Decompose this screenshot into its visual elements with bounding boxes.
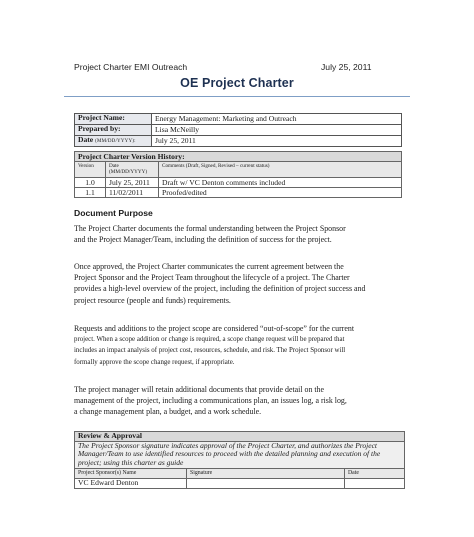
column-header: Date xyxy=(345,469,405,479)
paragraph-3 xyxy=(74,323,414,368)
date-cell: 11/02/2011 xyxy=(106,188,159,198)
info-label: Project Name: xyxy=(75,114,152,125)
review-title: Review & Approval xyxy=(75,432,405,442)
column-header: Date (MM/DD/YYYY) xyxy=(106,162,159,178)
version-cell: 1.1 xyxy=(75,188,106,198)
text-line: The project manager will retain additional documents that provide detail on the xyxy=(74,385,325,394)
date-cell: July 25, 2011 xyxy=(106,178,159,188)
info-label: Date (MM/DD/YYYY): xyxy=(75,136,152,147)
signature-field[interactable] xyxy=(187,478,345,488)
text-line: Requests and additions to the project scope are considered “out-of-scope” for the current xyxy=(74,324,355,333)
text-line: management of the project, including a communications plan, an issues log, a risk log, xyxy=(74,396,347,406)
date-field[interactable] xyxy=(345,478,405,488)
text-line: provides a high-level overview of the project, including the definition of project success and xyxy=(74,284,366,294)
comments-cell: Draft w/ VC Denton comments included xyxy=(159,178,402,188)
text-line: The Project Charter documents the formal understanding between the Project Sponsor xyxy=(74,224,346,233)
paragraph-1 xyxy=(74,223,414,245)
column-header: Comments (Draft, Signed, Revised – current status) xyxy=(159,162,402,178)
review-intro: The Project Sponsor signature indicates approval of the Project Charter, and authorizes the Project Manager/Team to use identified resources to proceed with the detailed planning and execution of the project; using this charter as guide xyxy=(75,442,405,469)
text-line: Project Sponsor and the Project Team throughout the lifecycle of a project. The Charter xyxy=(74,273,350,283)
version-cell: 1.0 xyxy=(75,178,106,188)
review-header xyxy=(75,469,405,479)
text-line: and the Project Manager/Team, including the definition of success for the project. xyxy=(74,235,332,245)
column-header: Version xyxy=(75,162,106,178)
info-value: Lisa McNeilly xyxy=(152,125,402,136)
version-history-table xyxy=(74,151,402,198)
version-history-title: Project Charter Version History: xyxy=(75,152,402,162)
review-approval-table xyxy=(74,431,405,489)
text-line: formally approve the scope change request, if appropriate. xyxy=(74,358,235,366)
info-value: Energy Management: Marketing and Outreach xyxy=(152,114,402,125)
table-row xyxy=(75,188,402,198)
paragraph-2 xyxy=(74,261,414,306)
text-line: includes an impact analysis of project cost, resources, schedule, and risk. The Project Sponsor will xyxy=(74,347,346,355)
header-date: July 25, 2011 xyxy=(321,62,372,72)
info-label: Prepared by: xyxy=(75,125,152,136)
info-value: July 25, 2011 xyxy=(152,136,402,147)
header-left: Project Charter EMI Outreach xyxy=(74,62,188,72)
column-header: Project Sponsor(s) Name xyxy=(75,469,187,479)
table-row xyxy=(75,178,402,188)
comments-cell: Proofed/edited xyxy=(159,188,402,198)
section-heading-purpose: Document Purpose xyxy=(74,208,153,218)
title-rule xyxy=(64,96,410,97)
table-row xyxy=(75,478,405,488)
info-row-date xyxy=(75,136,402,147)
info-row-project-name xyxy=(75,114,402,125)
page-title: OE Project Charter xyxy=(180,76,294,90)
project-info-table xyxy=(74,113,402,147)
text-line: Once approved, the Project Charter communicates the current agreement between the xyxy=(74,262,344,271)
sponsor-name-cell: VC Edward Denton xyxy=(75,478,187,488)
version-history-header xyxy=(75,162,402,178)
column-header: Signature xyxy=(187,469,345,479)
text-line: project resource (people and funds) requirements. xyxy=(74,295,231,305)
text-line: a change management plan, a budget, and a work schedule. xyxy=(74,407,262,417)
text-line: project. When a scope addition or change is required, a scope change request will be prepared that xyxy=(74,336,345,344)
paragraph-4 xyxy=(74,384,414,418)
info-row-prepared-by xyxy=(75,125,402,136)
